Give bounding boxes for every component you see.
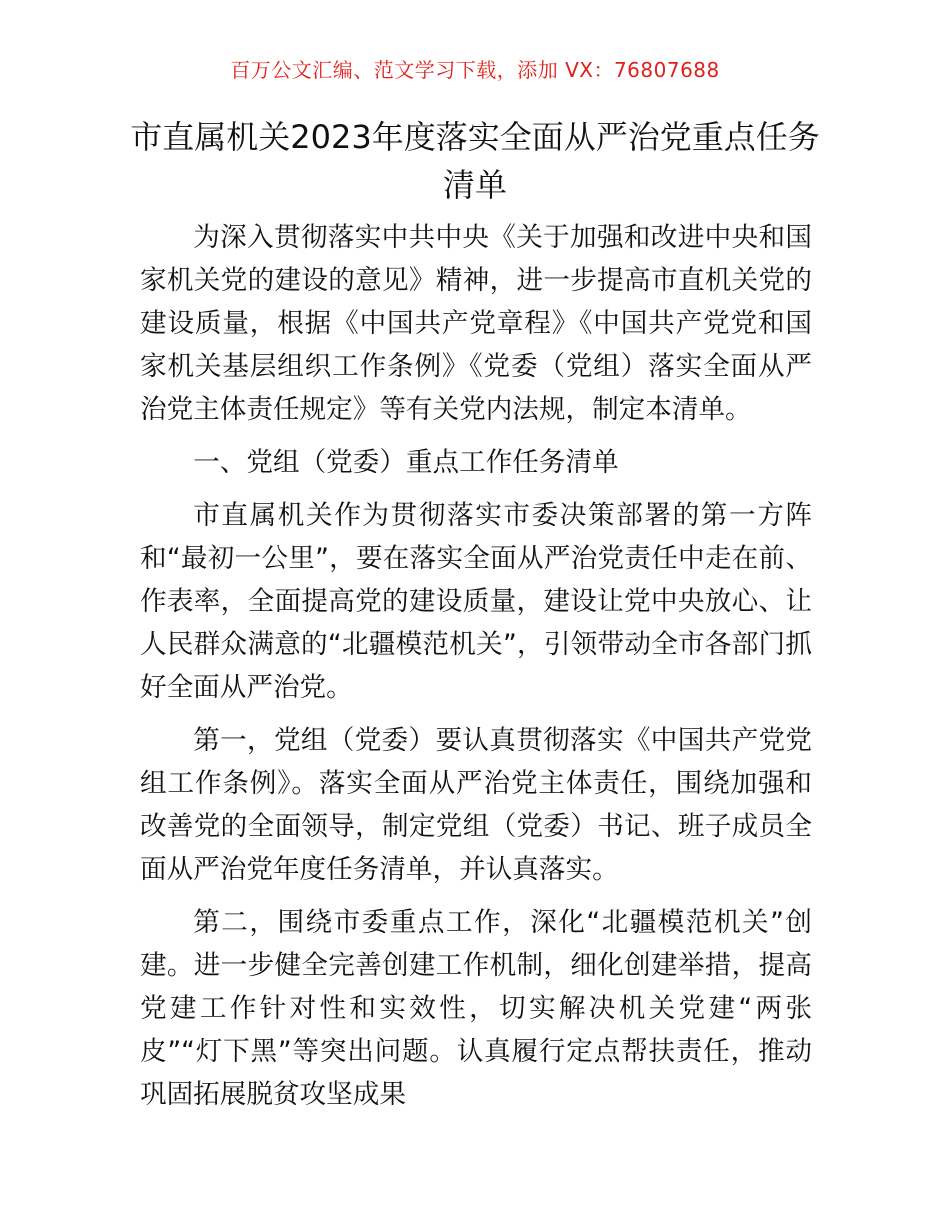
paragraph-section-intro: 市直属机关作为贯彻落实市委决策部署的第一方阵和“最初一公里”，要在落实全面从严治党责任中走在前、作表率，全面提高党的建设质量，建设让党中央放心、让人民群众满意的“北疆模范机关”，引领带动全市各部门抓好全面从严治党。 <box>140 500 812 703</box>
document-title: 市直属机关2023年度落实全面从严治党重点任务清单 <box>130 118 820 204</box>
document-body <box>140 216 812 1126</box>
paragraph-intro: 为深入贯彻落实中共中央《关于加强和改进中央和国家机关党的建设的意见》精神，进一步提高市直机关党的建设质量，根据《中国共产党章程》《中国共产党党和国家机关基层组织工作条例》《党委（党组）落实全面从严治党主体责任规定》等有关党内法规，制定本清单。 <box>140 222 812 425</box>
paragraph-second: 第二，围绕市委重点工作，深化“北疆模范机关”创建。进一步健全完善创建工作机制，细化创建举措，提高党建工作针对性和实效性，切实解决机关党建“两张皮”“灯下黑”等突出问题。认真履行定点帮扶责任，推动巩固拓展脱贫攻坚成果 <box>140 907 812 1110</box>
section-heading: 一、党组（党委）重点工作任务清单 <box>193 447 619 478</box>
header-watermark: 百万公文汇编、范文学习下载，添加 VX：76807688 <box>230 58 720 82</box>
paragraph-first: 第一，党组（党委）要认真贯彻落实《中国共产党党组工作条例》。落实全面从严治党主体责任，围绕加强和改善党的全面领导，制定党组（党委）书记、班子成员全面从严治党年度任务清单，并认真落实。 <box>140 725 812 885</box>
